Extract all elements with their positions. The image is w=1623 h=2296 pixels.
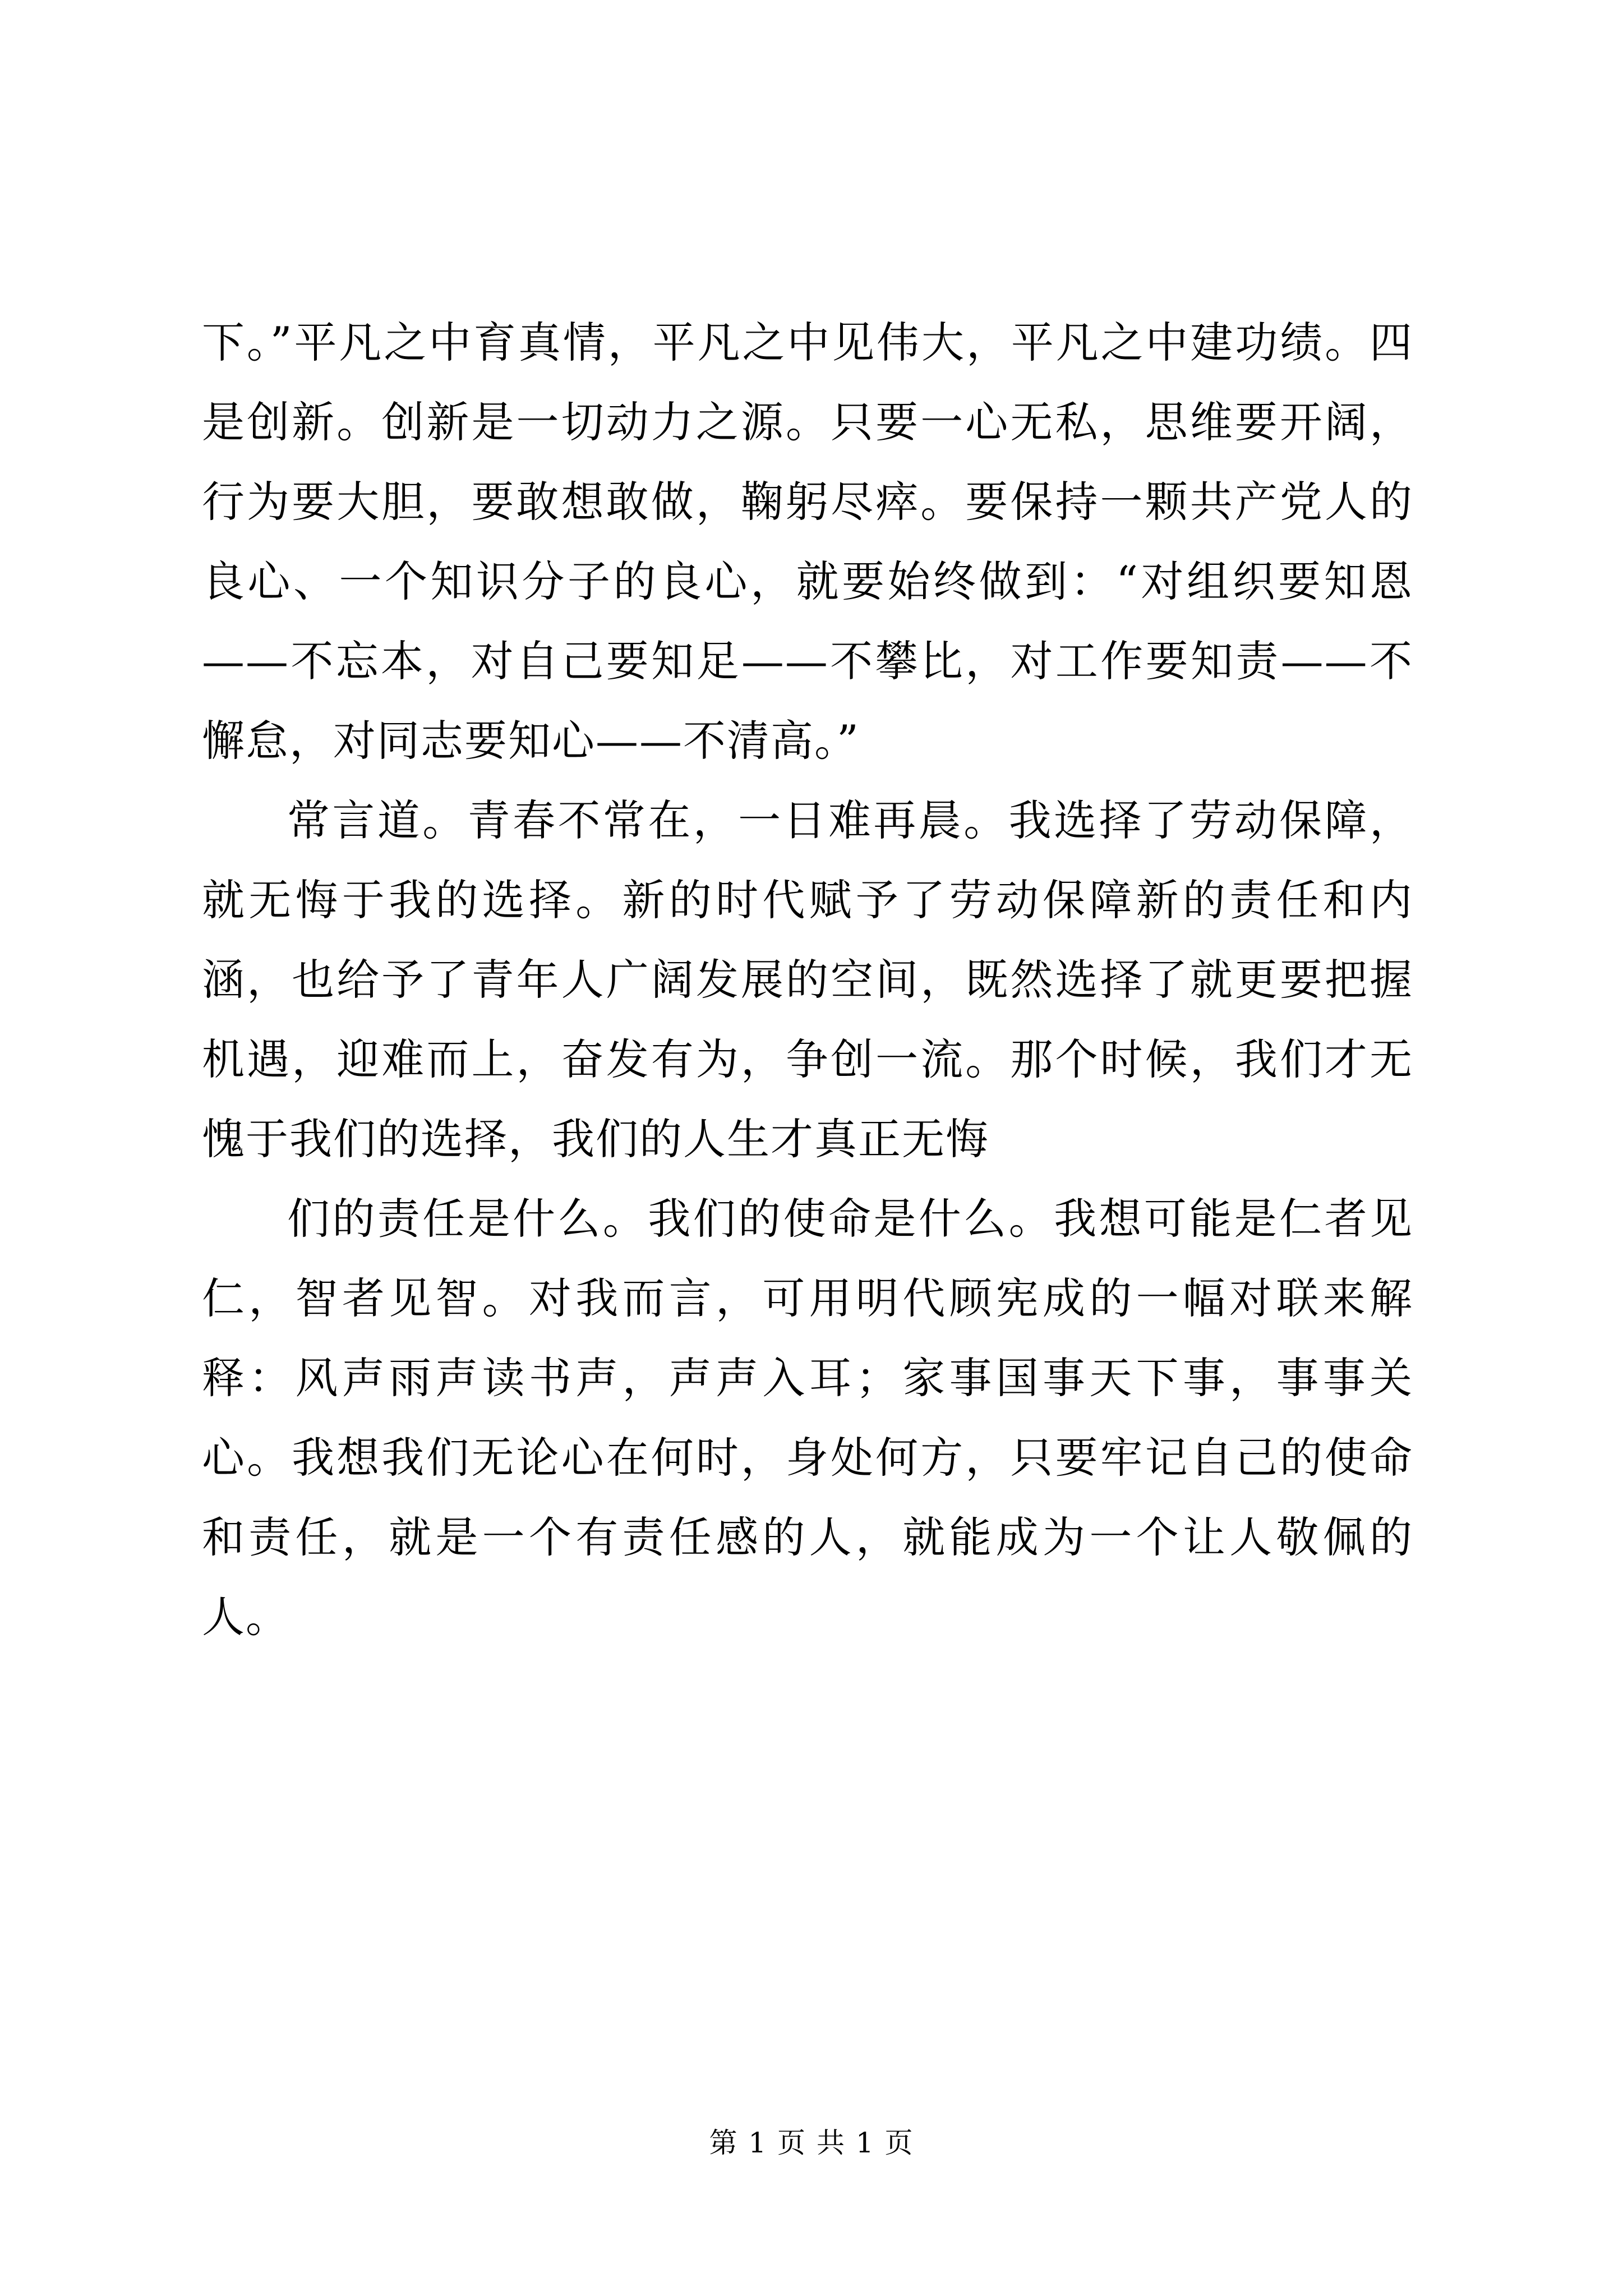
page-footer: 第 1 页 共 1 页 [709, 2127, 914, 2159]
paragraph-1: 下。”平凡之中育真情，平凡之中见伟大，平凡之中建功绩。四是创新。创新是一切动力之源。只要一心无私，思维要开阔，行为要大胆，要敢想敢做，鞠躬尽瘁。要保持一颗共产党人的良心、一个知识分子的良心，就要始终做到：“对组织要知恩——不忘本，对自己要知足——不攀比，对工作要知责——不懈怠，对同志要知心——不清高。” [202, 318, 1413, 766]
paragraph-3: 们的责任是什么。我们的使命是什么。我想可能是仁者见仁，智者见智。对我而言，可用明代顾宪成的一幅对联来解释：风声雨声读书声，声声入耳；家事国事天下事，事事关心。我想我们无论心在何时，身处何方，只要牢记自己的使命和责任，就是一个有责任感的人，就能成为一个让人敬佩的人。 [202, 1194, 1413, 1642]
paragraph-2: 常言道。青春不常在，一日难再晨。我选择了劳动保障，就无悔于我的选择。新的时代赋予了劳动保障新的责任和内涵，也给予了青年人广阔发展的空间，既然选择了就更要把握机遇，迎难而上，奋发有为，争创一流。那个时候，我们才无愧于我们的选择，我们的人生才真正无悔 [202, 795, 1413, 1164]
body-text [202, 303, 1413, 1657]
